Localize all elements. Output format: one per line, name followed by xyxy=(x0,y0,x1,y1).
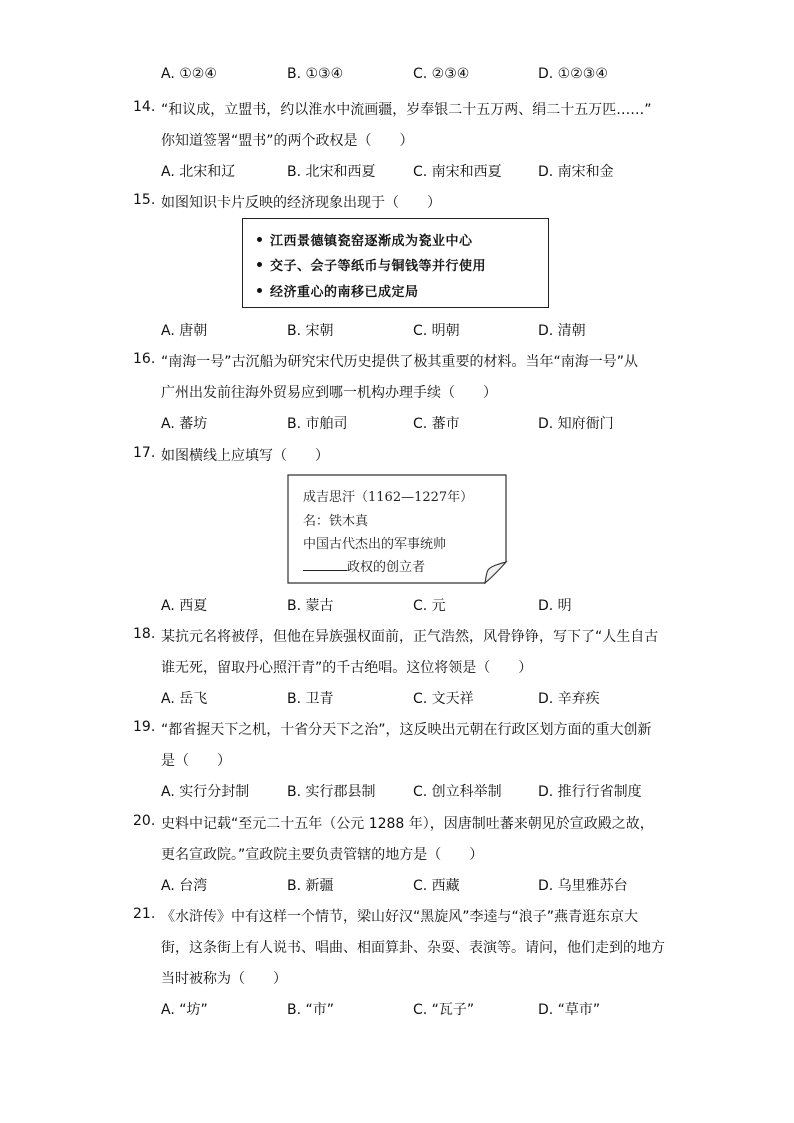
q21-stem-line2: 街，这条街上有人说书、唱曲、相面算卦、杂耍、表演等。请问，他们走到的地方 xyxy=(161,940,665,956)
q19-option-d[interactable]: D. 推行行省制度 xyxy=(538,784,642,800)
q20-option-d[interactable]: D. 乌里雅苏台 xyxy=(538,878,628,894)
q16-stem-line2: 广州出发前往海外贸易应到哪一机构办理手续（ ） xyxy=(161,385,497,401)
q20-stem-line2: 更名宣政院。”宣政院主要负责管辖的地方是（ ） xyxy=(161,847,484,863)
q19-option-b[interactable]: B. 实行郡县制 xyxy=(287,784,376,800)
fill-in-blank[interactable] xyxy=(303,558,347,571)
q14-number: 14. xyxy=(133,99,156,115)
q18-stem-line2: 谁无死，留取丹心照汗青”的千古绝唱。这位将领是（ ） xyxy=(161,660,533,676)
q13-option-c[interactable]: C. ②③④ xyxy=(413,66,470,82)
q14-option-c[interactable]: C. 南宋和西夏 xyxy=(413,164,502,180)
q16-option-b[interactable]: B. 市舶司 xyxy=(287,416,348,432)
q17-option-d[interactable]: D. 明 xyxy=(538,598,572,614)
q15-option-c[interactable]: C. 明朝 xyxy=(413,323,460,339)
q15-stem-line1: 如图知识卡片反映的经济现象出现于（ ） xyxy=(161,195,441,211)
q14-stem-line1: “和议成，立盟书，约以淮水中流画疆，岁奉银二十五万两、绢二十五万匹……” xyxy=(161,102,652,118)
q15-number: 15. xyxy=(133,192,156,208)
q21-stem-line1: 《水浒传》中有这样一个情节，梁山好汉“黑旋风”李逵与“浪子”燕青逛东京大 xyxy=(161,909,639,925)
q15-option-a[interactable]: A. 唐朝 xyxy=(161,323,208,339)
q14-option-d[interactable]: D. 南宋和金 xyxy=(538,164,614,180)
q18-option-b[interactable]: B. 卫青 xyxy=(287,691,334,707)
q16-option-d[interactable]: D. 知府衙门 xyxy=(538,416,614,432)
q18-number: 18. xyxy=(133,626,156,642)
q13-option-b[interactable]: B. ①③④ xyxy=(287,66,344,82)
q19-number: 19. xyxy=(133,719,156,735)
knowledge-card-item: 交子、会子等纸币与铜钱等并行使用 xyxy=(257,255,486,274)
profile-note-card xyxy=(287,474,509,586)
q18-stem-line1: 某抗元名将被俘，但他在异族强权面前，正气浩然，风骨铮铮，写下了“人生自古 xyxy=(161,629,659,645)
note-card-line: 中国古代杰出的军事统帅 xyxy=(303,537,447,552)
q16-option-c[interactable]: C. 蕃市 xyxy=(413,416,460,432)
q14-option-b[interactable]: B. 北宋和西夏 xyxy=(287,164,376,180)
q18-option-c[interactable]: C. 文天祥 xyxy=(413,691,474,707)
q20-stem-line1: 史料中记载“至元二十五年（公元 1288 年），因唐制吐蕃来朝见於宣政殿之故， xyxy=(161,816,654,832)
q20-option-c[interactable]: C. 西藏 xyxy=(413,878,460,894)
q16-number: 16. xyxy=(133,351,156,367)
q21-number: 21. xyxy=(133,906,156,922)
q19-option-a[interactable]: A. 实行分封制 xyxy=(161,784,250,800)
q16-stem-line1: “南海一号”古沉船为研究宋代历史提供了极其重要的材料。当年“南海一号”从 xyxy=(161,354,639,370)
q16-option-a[interactable]: A. 蕃坊 xyxy=(161,416,208,432)
q18-option-d[interactable]: D. 辛弃疾 xyxy=(538,691,600,707)
q17-option-c[interactable]: C. 元 xyxy=(413,598,446,614)
q17-number: 17. xyxy=(133,445,156,461)
knowledge-card-item: 江西景德镇瓷窑逐渐成为瓷业中心 xyxy=(257,230,473,249)
q14-option-a[interactable]: A. 北宋和辽 xyxy=(161,164,236,180)
q17-stem-line1: 如图横线上应填写（ ） xyxy=(161,448,329,464)
q21-option-a[interactable]: A. “坊” xyxy=(161,1002,208,1018)
q21-option-d[interactable]: D. “草市” xyxy=(538,1002,601,1018)
bullet-icon xyxy=(257,288,262,293)
q17-option-b[interactable]: B. 蒙古 xyxy=(287,598,334,614)
q21-stem-line3: 当时被称为（ ） xyxy=(161,971,287,987)
note-card-line: 政权的创立者 xyxy=(303,556,425,575)
q15-option-b[interactable]: B. 宋朝 xyxy=(287,323,334,339)
q17-option-a[interactable]: A. 西夏 xyxy=(161,598,208,614)
q21-option-c[interactable]: C. “瓦子” xyxy=(413,1002,475,1018)
knowledge-card xyxy=(242,218,549,308)
knowledge-card-item: 经济重心的南移已成定局 xyxy=(257,281,419,300)
q19-stem-line2: 是（ ） xyxy=(161,753,231,769)
q18-option-a[interactable]: A. 岳飞 xyxy=(161,691,208,707)
bullet-icon xyxy=(257,262,262,267)
q20-option-b[interactable]: B. 新疆 xyxy=(287,878,334,894)
q13-option-d[interactable]: D. ①②③④ xyxy=(538,66,608,82)
note-card-line: 成吉思汗（1162—1227年） xyxy=(303,490,474,505)
q20-number: 20. xyxy=(133,813,156,829)
q15-option-d[interactable]: D. 清朝 xyxy=(538,323,586,339)
q20-option-a[interactable]: A. 台湾 xyxy=(161,878,208,894)
q19-option-c[interactable]: C. 创立科举制 xyxy=(413,784,502,800)
q21-option-b[interactable]: B. “市” xyxy=(287,1002,335,1018)
note-card-line: 名：铁木真 xyxy=(303,514,369,529)
q19-stem-line1: “都省握天下之机，十省分天下之治”，这反映出元朝在行政区划方面的重大创新 xyxy=(161,722,652,738)
bullet-icon xyxy=(257,237,262,242)
q14-stem-line2: 你知道签署“盟书”的两个政权是（ ） xyxy=(161,133,414,149)
q13-option-a[interactable]: A. ①②④ xyxy=(161,66,217,82)
